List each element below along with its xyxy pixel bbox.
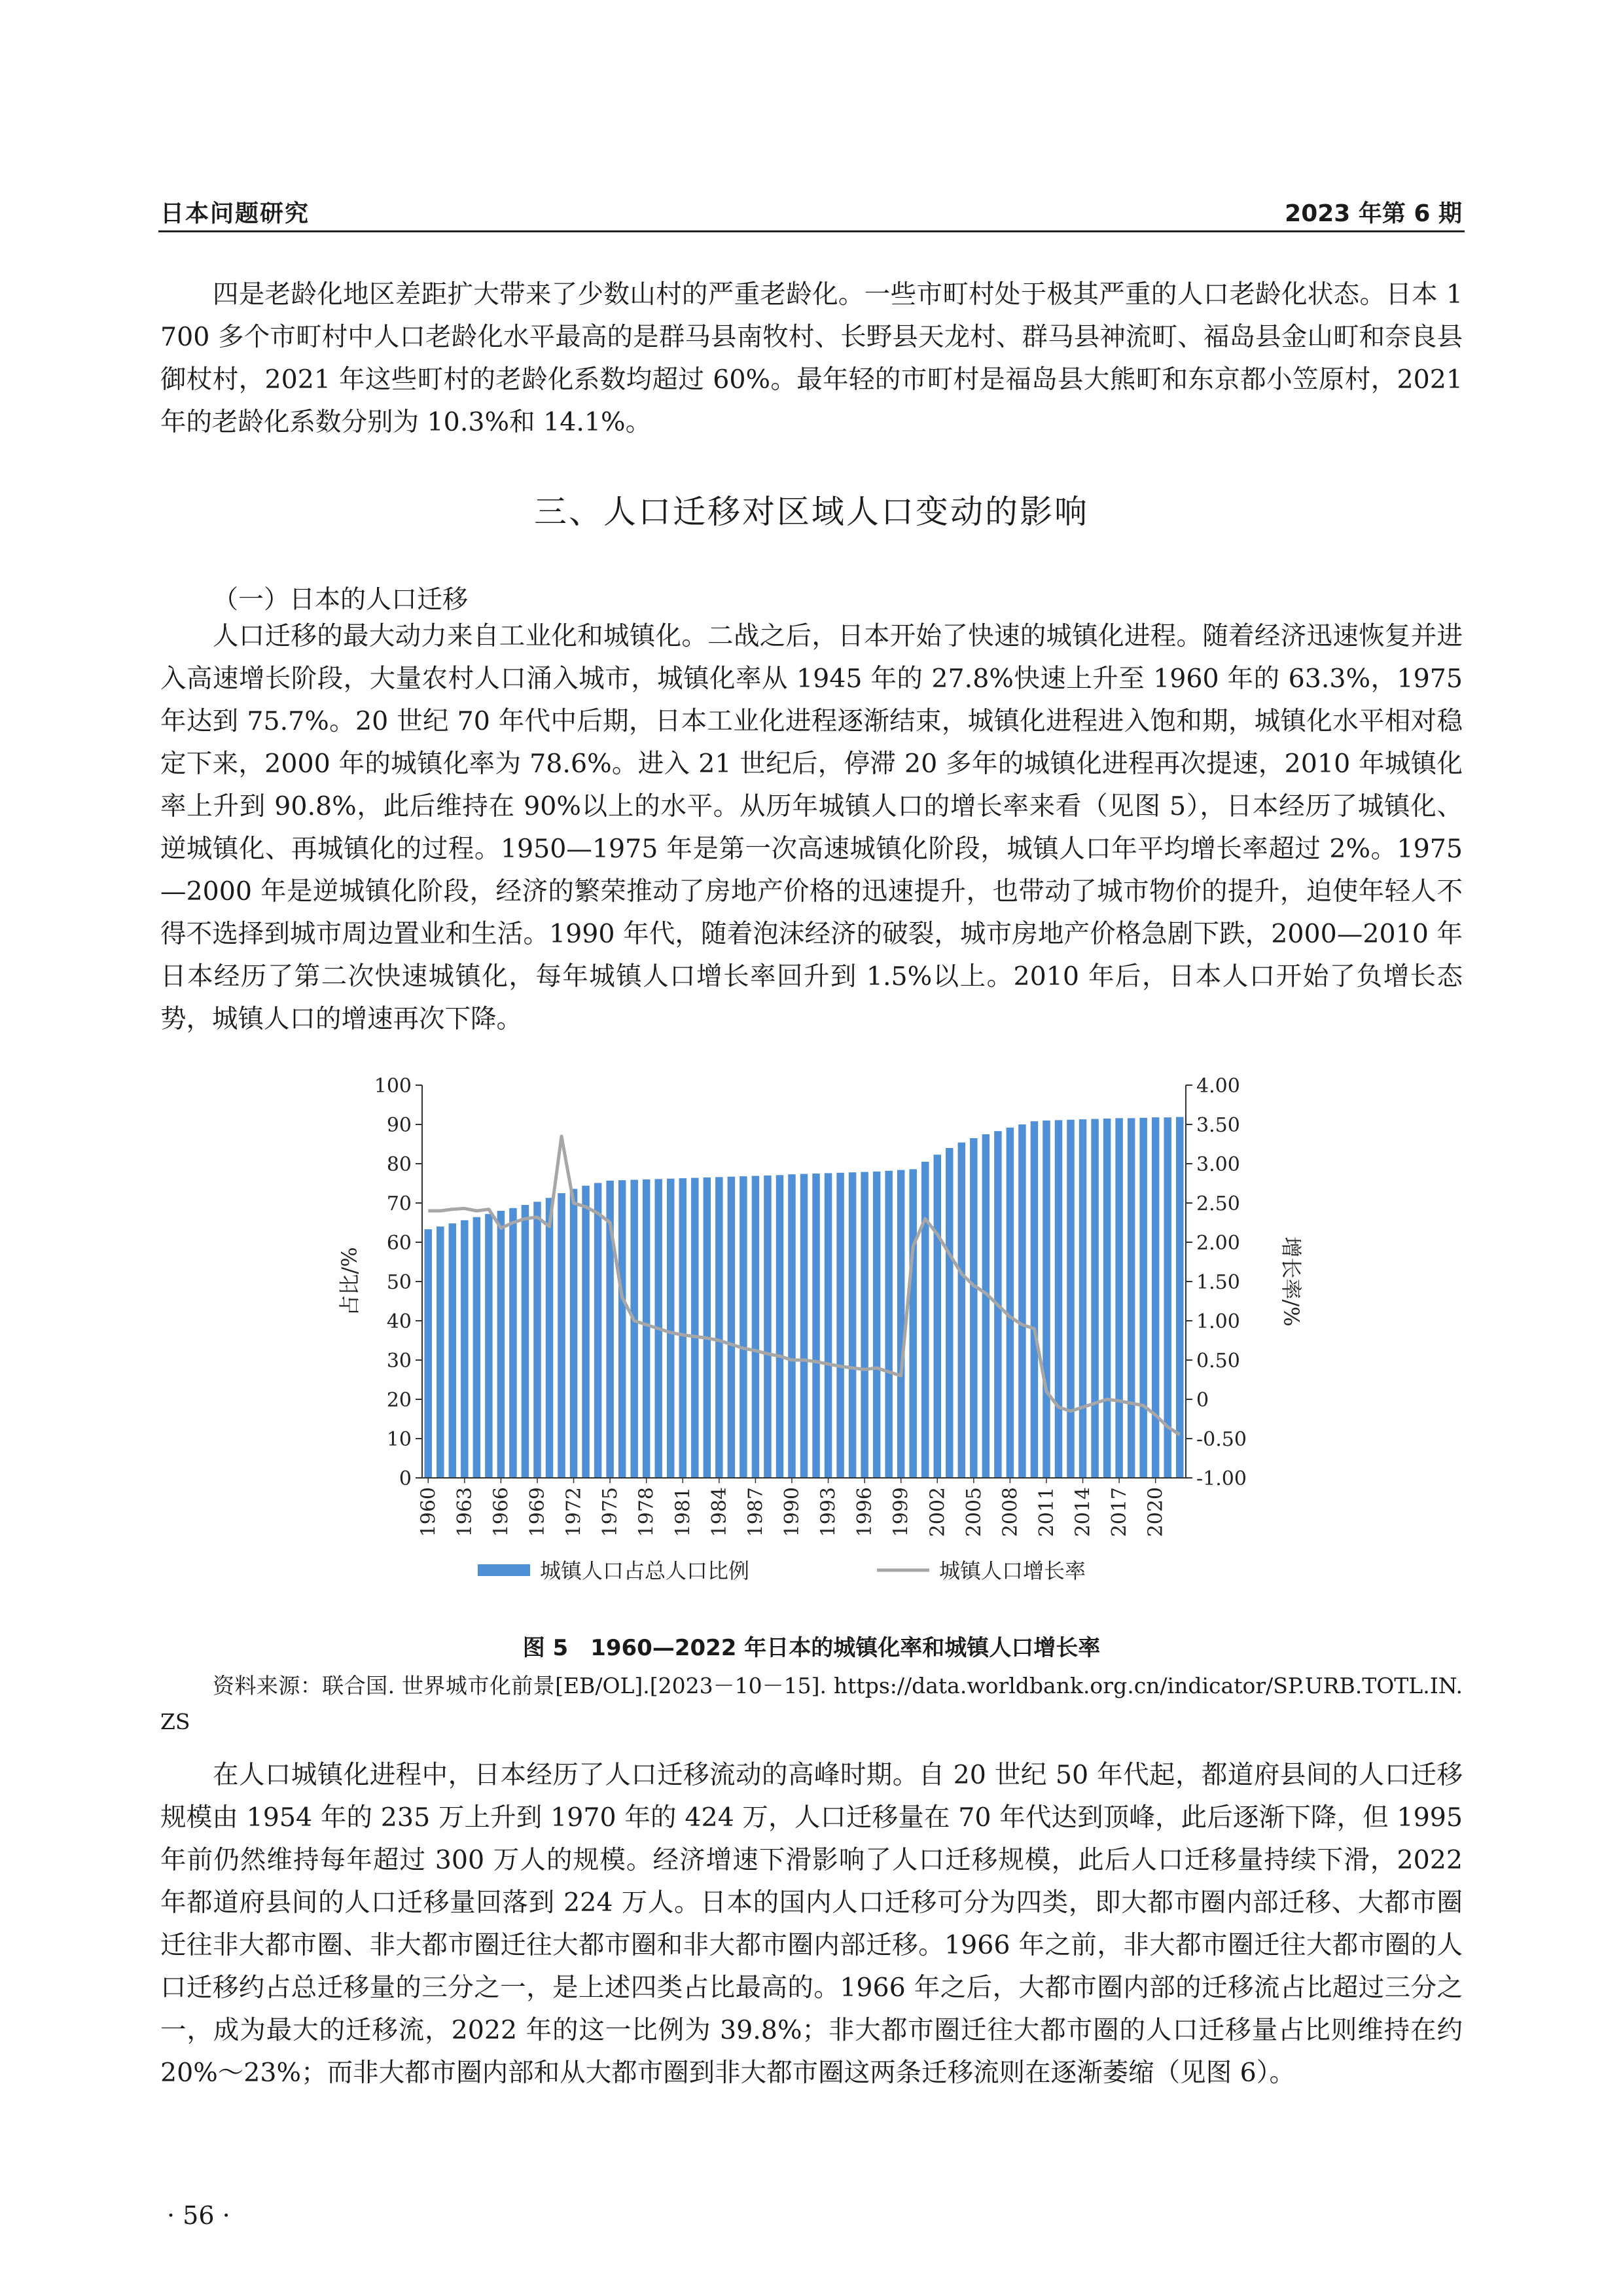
bar (1055, 1120, 1062, 1478)
bar (836, 1173, 844, 1478)
bar (691, 1178, 698, 1478)
right-tick-label: 0 (1196, 1389, 1209, 1412)
figure-source: 资料来源：联合国. 世界城市化前景[EB/OL].[2023－10－15]. https://data.worldbank.org.cn/indicator/SP.URB.TOTL.IN.ZS (160, 1673, 1463, 1734)
bar (909, 1169, 916, 1478)
bar (715, 1177, 722, 1478)
x-tick-label: 1993 (817, 1487, 840, 1537)
x-tick-label: 1984 (707, 1487, 731, 1537)
x-tick-label: 1969 (526, 1487, 549, 1537)
bar (558, 1193, 565, 1478)
right-tick-label: 0.50 (1196, 1350, 1240, 1372)
x-tick-label: 2020 (1144, 1487, 1168, 1537)
bar (522, 1205, 529, 1478)
journal-name: 日本问题研究 (160, 200, 310, 227)
bar (425, 1229, 432, 1478)
legend-bar-swatch (478, 1564, 530, 1576)
bar (921, 1162, 929, 1478)
bar (679, 1178, 687, 1478)
bar (1176, 1117, 1183, 1478)
bar (643, 1179, 650, 1478)
x-tick-label: 1963 (453, 1487, 476, 1537)
bar (1043, 1121, 1050, 1478)
bar (1018, 1124, 1026, 1478)
x-tick-label: 2005 (962, 1487, 986, 1537)
bar (728, 1177, 735, 1478)
paragraph-migration: 在人口城镇化进程中，日本经历了人口迁移流动的高峰时期。自 20 世纪 50 年代起，都道府县间的人口迁移规模由 1954 年的 235 万上升到 1970 年的 424 万，人口迁移量在 70 年代达到顶峰，此后逐渐下降，但 1995 年前仍然维持每年超过 300 万人的规模。经济增速下滑影响了人口迁移规模，此后人口迁移量持续下滑，2022 年都道府县间的人口迁移量回落到 224 万人。日本的国内人口迁移可分为四类，即大都市圈内部迁移、大都市圈迁往非大都市圈、非大都市圈迁往大都市圈和非大都市圈内部迁移。1966 年之前，非大都市圈迁往大都市圈的人口迁移约占总迁移量的三分之一，是上述四类占比最高的。1966 年之后，大都市圈内部的迁移流占比超过三分之一，成为最大的迁移流，2022 年的这一比例为 39.8%；非大都市圈迁往大都市圈的人口迁移量占比则维持在约 20%～23%；而非大都市圈内部和从大都市圈到非大都市圈这两条迁移流则在逐渐萎缩（见图 6）。 (160, 1760, 1463, 2088)
right-axis-label: 增长率/% (1279, 1236, 1304, 1327)
bar (1152, 1117, 1159, 1478)
right-tick-label: 3.00 (1196, 1153, 1240, 1176)
bar (1067, 1120, 1074, 1478)
left-tick-label: 20 (386, 1389, 412, 1412)
section-title: 三、人口迁移对区域人口变动的影响 (534, 493, 1089, 531)
bar (594, 1183, 601, 1478)
legend-bar-label: 城镇人口占总人口比例 (540, 1558, 750, 1583)
page-number: · 56 · (167, 2201, 230, 2230)
bar (934, 1155, 941, 1478)
subsection-title: （一）日本的人口迁移 (213, 585, 469, 615)
bar (788, 1174, 795, 1478)
bar-series (422, 1117, 1186, 1478)
left-tick-label: 100 (374, 1075, 412, 1098)
x-tick-label: 2008 (999, 1487, 1022, 1537)
bar (618, 1180, 626, 1478)
left-tick-label: 80 (386, 1153, 412, 1176)
bar (533, 1202, 541, 1478)
header-rule (158, 230, 1465, 232)
x-tick-label: 2011 (1035, 1487, 1058, 1537)
bar (497, 1211, 505, 1478)
issue-label: 2023 年第 6 期 (1285, 200, 1462, 227)
x-tick-label: 2002 (926, 1487, 950, 1537)
x-tick-label: 1996 (853, 1487, 877, 1537)
x-tick-label: 1972 (562, 1487, 586, 1537)
bar (800, 1174, 808, 1478)
right-tick-label: 4.00 (1196, 1075, 1240, 1098)
left-axis-label: 占比/% (337, 1247, 362, 1316)
bar (861, 1172, 868, 1478)
bar (461, 1220, 468, 1478)
paragraph-aging: 四是老龄化地区差距扩大带来了少数山村的严重老龄化。一些市町村处于极其严重的人口老龄化状态。日本 1 700 多个市町村中人口老龄化水平最高的是群马县南牧村、长野县天龙村、群马县神流町、福岛县金山町和奈良县御杖村，2021 年这些町村的老龄化系数均超过 60%。最年轻的市町村是福岛县大熊町和东京都小笠原村，2021 年的老龄化系数分别为 10.3%和 14.1%。 (160, 279, 1463, 437)
bar (449, 1223, 456, 1478)
bar (1007, 1128, 1014, 1478)
x-tick-label: 1975 (599, 1487, 622, 1537)
x-tick-label: 1999 (889, 1487, 913, 1537)
x-tick-label: 1987 (744, 1487, 768, 1537)
bar (740, 1176, 747, 1478)
bar (582, 1186, 589, 1478)
left-tick-label: 60 (386, 1232, 412, 1255)
left-tick-label: 70 (386, 1193, 412, 1215)
x-tick-label: 2017 (1108, 1487, 1132, 1537)
bar (1031, 1121, 1038, 1478)
right-tick-label: 1.50 (1196, 1271, 1240, 1294)
left-tick-label: 40 (386, 1310, 412, 1333)
right-tick-label: -0.50 (1196, 1428, 1247, 1451)
bar (825, 1173, 832, 1478)
bar (546, 1198, 553, 1478)
bar (764, 1175, 771, 1478)
left-tick-label: 30 (386, 1350, 412, 1372)
bar (1079, 1119, 1086, 1478)
legend-line-label: 城镇人口增长率 (939, 1558, 1086, 1583)
left-axis (337, 1075, 422, 1490)
right-axis (1186, 1075, 1304, 1490)
right-tick-label: 1.00 (1196, 1310, 1240, 1333)
x-tick-label: 2014 (1071, 1487, 1095, 1537)
bar (958, 1143, 965, 1478)
figure-urbanization-chart (0, 1047, 1623, 1610)
figure-caption: 图 5 1960—2022 年日本的城镇化率和城镇人口增长率 (522, 1635, 1101, 1661)
bar (873, 1172, 880, 1478)
bar (437, 1227, 444, 1478)
bar (485, 1214, 492, 1478)
right-tick-label: 3.50 (1196, 1114, 1240, 1137)
bar (1139, 1118, 1147, 1478)
bar (946, 1148, 953, 1478)
bar (982, 1134, 990, 1478)
right-tick-label: 2.00 (1196, 1232, 1240, 1255)
bar (776, 1175, 783, 1478)
paragraph-urbanization: 人口迁移的最大动力来自工业化和城镇化。二战之后，日本开始了快速的城镇化进程。随着经济迅速恢复并进入高速增长阶段，大量农村人口涌入城市，城镇化率从 1945 年的 27.8%快速上升至 1960 年的 63.3%，1975 年达到 75.7%。20 世纪 70 年代中后期，日本工业化进程逐渐结束，城镇化进程进入饱和期，城镇化水平相对稳定下来，2000 年的城镇化率为 78.6%。进入 21 世纪后，停滞 20 多年的城镇化进程再次提速，2010 年城镇化率上升到 90.8%，此后维持在 90%以上的水平。从历年城镇人口的增长率来看（见图 5），日本经历了城镇化、逆城镇化、再城镇化的过程。1950—1975 年是第一次高速城镇化阶段，城镇人口年平均增长率超过 2%。1975—2000 年是逆城镇化阶段，经济的繁荣推动了房地产价格的迅速提升，也带动了城市物价的提升，迫使年轻人不得不选择到城市周边置业和生活。1990 年代，随着泡沫经济的破裂，城市房地产价格急剧下跌，2000—2010 年日本经历了第二次快速城镇化，每年城镇人口增长率回升到 1.5%以上。2010 年后，日本人口开始了负增长态势，城镇人口的增速再次下降。 (160, 621, 1463, 1034)
bar (1115, 1118, 1122, 1478)
x-tick-label: 1966 (490, 1487, 513, 1537)
left-tick-label: 10 (386, 1428, 412, 1451)
x-axis-ticks (417, 1478, 1167, 1537)
left-tick-label: 0 (399, 1467, 412, 1490)
bar (667, 1179, 674, 1478)
right-tick-label: 2.50 (1196, 1193, 1240, 1215)
chart-legend (478, 1558, 1086, 1583)
left-tick-label: 50 (386, 1271, 412, 1294)
bar (752, 1176, 759, 1478)
x-tick-label: 1978 (635, 1487, 658, 1537)
bar (812, 1174, 819, 1478)
bar (509, 1208, 516, 1478)
bar (1091, 1119, 1098, 1478)
x-tick-label: 1990 (780, 1487, 804, 1537)
bar (897, 1170, 904, 1478)
right-tick-label: -1.00 (1196, 1467, 1247, 1490)
bar (704, 1177, 711, 1478)
bar (1103, 1119, 1111, 1478)
bar (630, 1180, 637, 1478)
bar (970, 1138, 977, 1478)
left-tick-label: 90 (386, 1114, 412, 1137)
bar (473, 1217, 480, 1478)
bar (849, 1172, 856, 1478)
bar (885, 1171, 892, 1478)
bar (570, 1189, 577, 1478)
x-tick-label: 1981 (671, 1487, 695, 1537)
x-tick-label: 1960 (417, 1487, 440, 1537)
bar (1128, 1118, 1135, 1478)
